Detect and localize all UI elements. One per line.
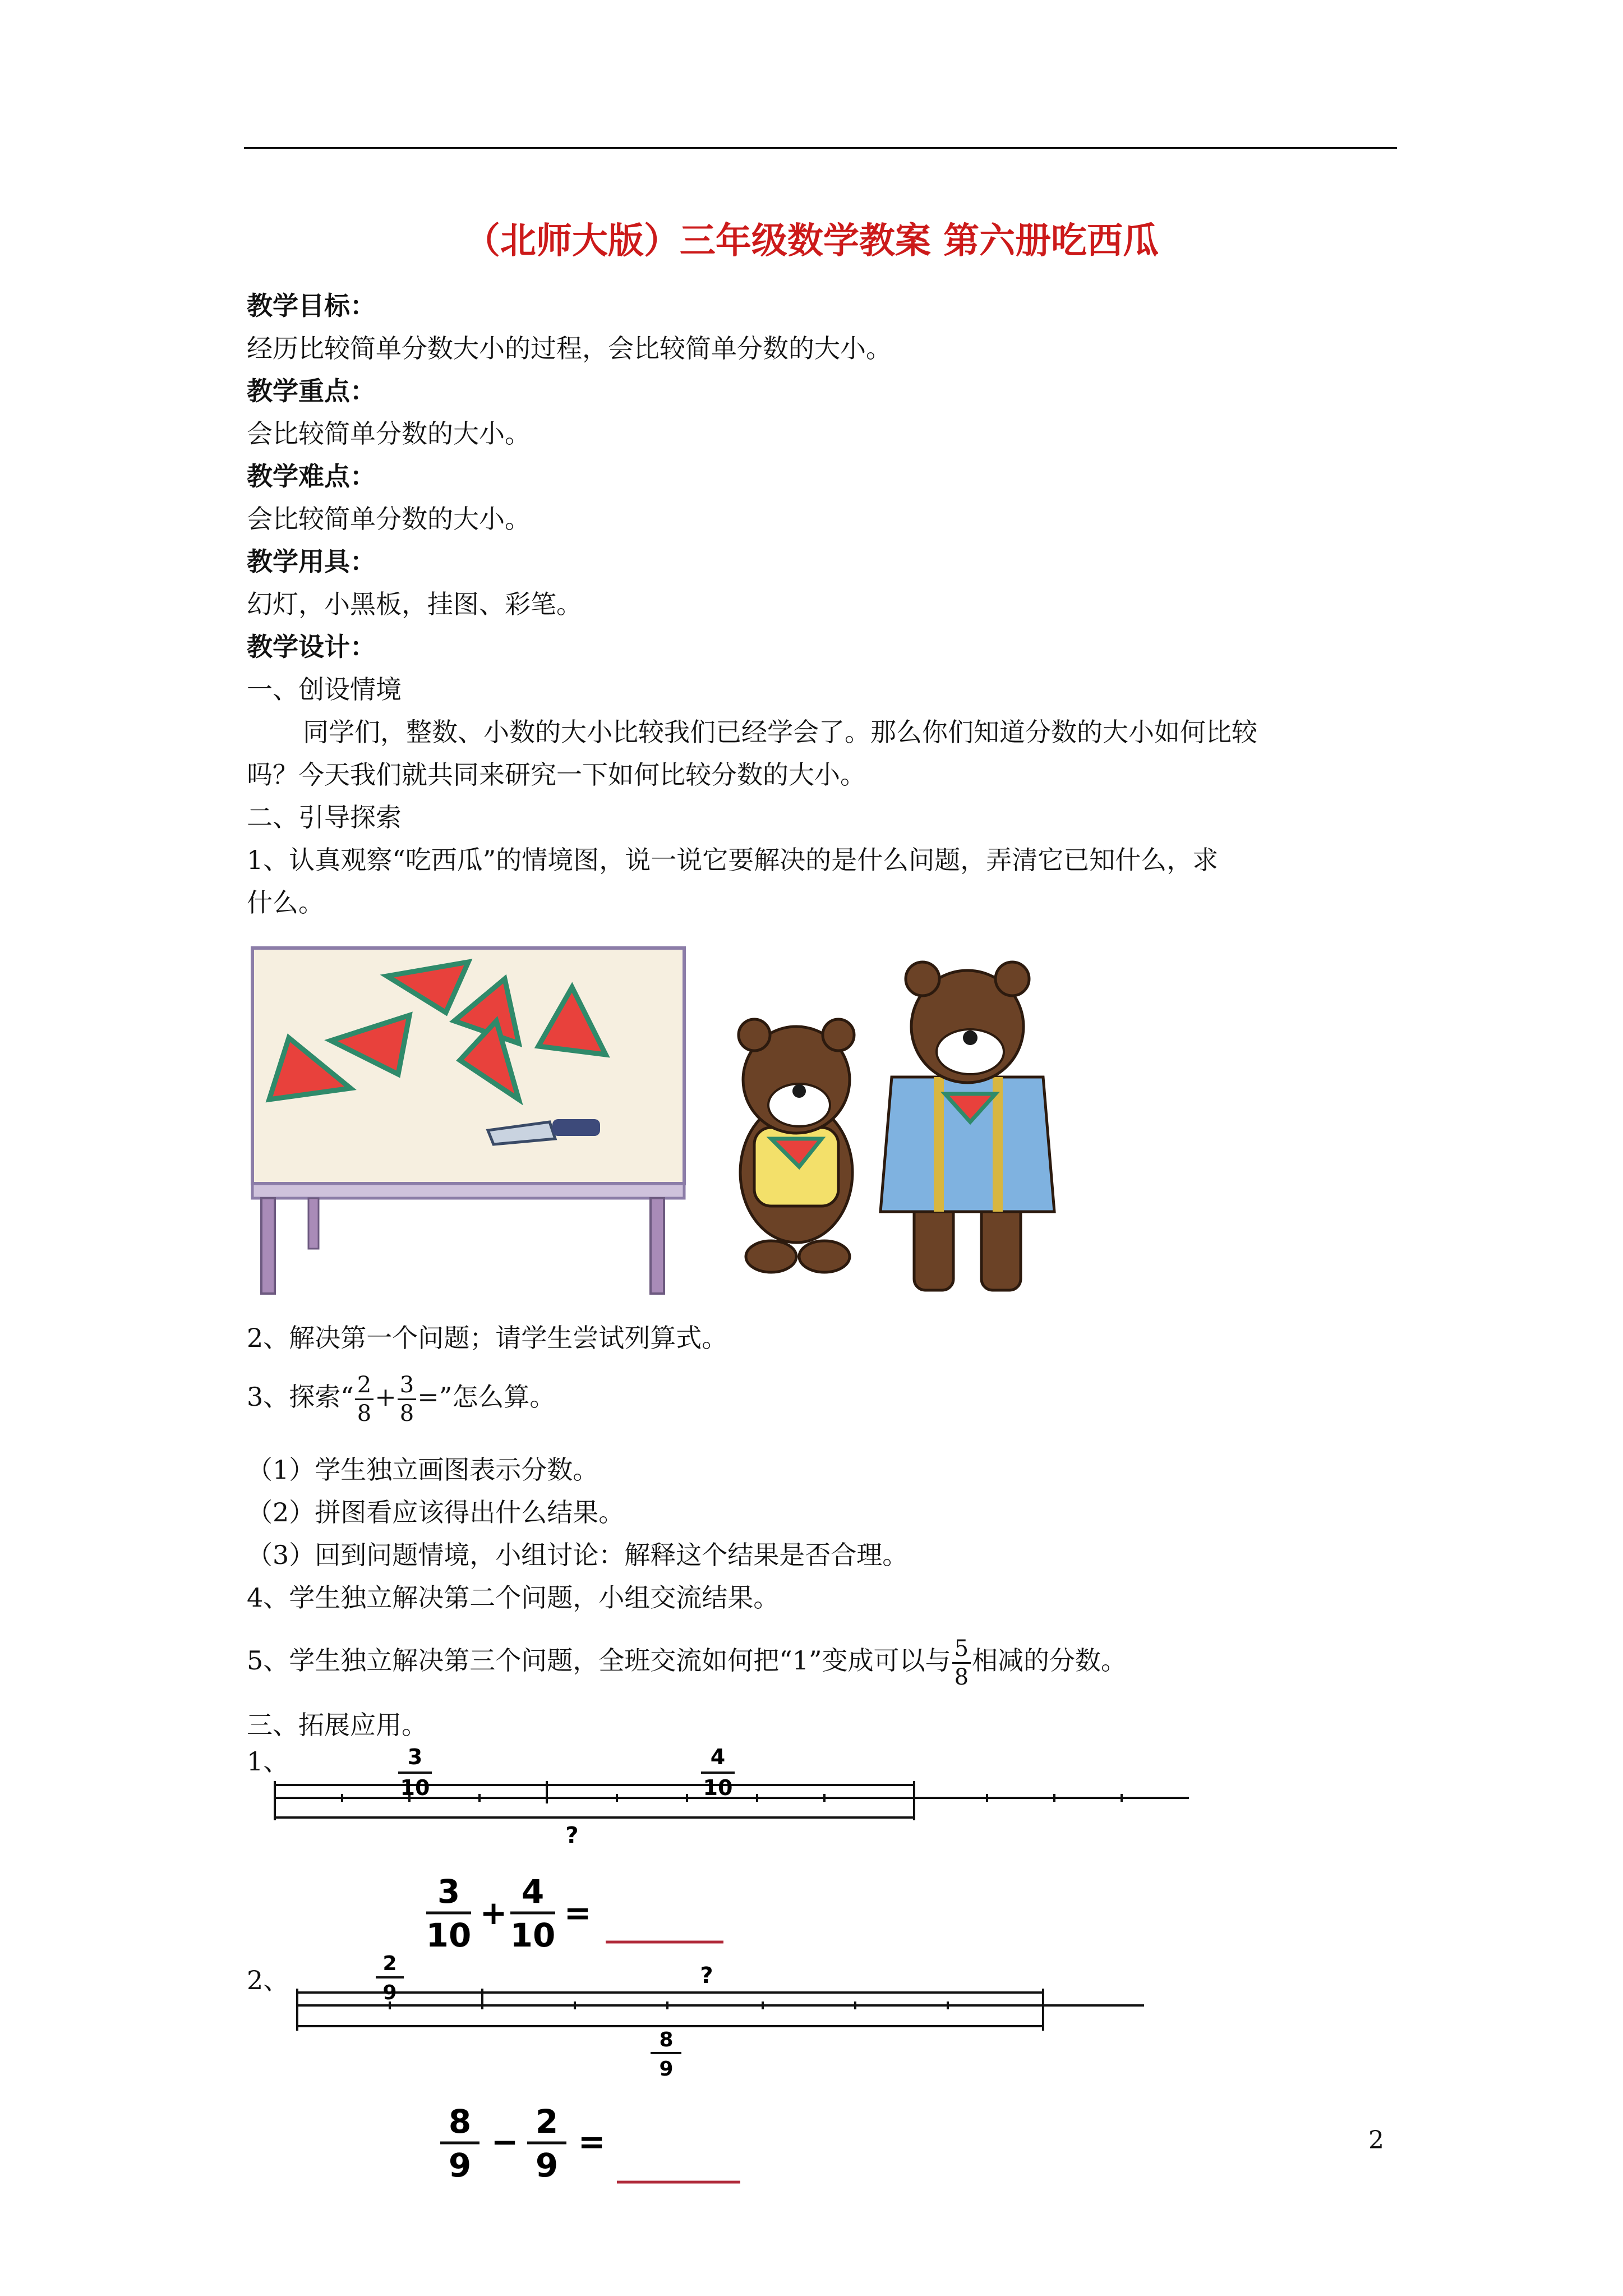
design-heading: 教学设计： — [247, 632, 376, 662]
ex2-eq-frac-total-den: 9 — [448, 2146, 472, 2184]
item5-prefix: 5、学生独立解决第三个问题，全班交流如何把“1”变成可以与 — [247, 1645, 951, 1676]
exercise2-label: 2、 — [247, 1965, 289, 1995]
ex1-eq-frac-b-den: 10 — [510, 1916, 556, 1954]
part2-item2: 2、解决第一个问题；请学生尝试列算式。 — [247, 1323, 728, 1353]
ex2-eq-frac-total-num: 8 — [448, 2102, 472, 2141]
item3-suffix: ”怎么算。 — [439, 1382, 556, 1412]
item3-plus: + — [375, 1382, 396, 1412]
ex2-eq-frac-a-num: 2 — [535, 2102, 559, 2141]
exercise1-label: 1、 — [247, 1746, 289, 1777]
ex1-eq-equals: = — [564, 1894, 592, 1932]
ex1-eq-frac-a-num: 3 — [437, 1872, 460, 1911]
ex2-eq-frac-a-den: 9 — [535, 2146, 559, 2184]
part2-item1-line2: 什么。 — [247, 887, 324, 918]
ex2-eq-equals: = — [578, 2123, 606, 2161]
ex2-total-frac-num: 8 — [659, 2028, 674, 2051]
table-illustration — [252, 948, 684, 1294]
part2-item5 — [247, 1630, 1127, 1691]
small-bear — [739, 1019, 854, 1272]
item5-suffix: 相减的分数。 — [972, 1645, 1127, 1676]
ex1-tick-frac-a-num: 3 — [407, 1745, 423, 1769]
item3-prefix: 3、探索“ — [247, 1382, 354, 1412]
exercise1-number-line — [269, 1733, 1200, 1846]
big-bear — [880, 962, 1054, 1290]
ex1-tick-frac-b-num: 4 — [710, 1745, 726, 1769]
fraction-2-8: $\frac{2}{8}$ — [355, 1374, 374, 1425]
fraction-5-8: $\frac{5}{8}$ — [952, 1637, 971, 1688]
ex1-question-mark: ? — [565, 1823, 579, 1846]
page-title: （北师大版）三年级数学教案 第六册吃西瓜 — [464, 220, 1159, 262]
exercise2-number-line — [292, 1947, 1155, 2081]
ex2-tick-frac-a-den: 9 — [382, 1981, 397, 2004]
key-text: 会比较简单分数的大小。 — [247, 418, 531, 449]
ex2-tick-frac-a-num: 2 — [382, 1952, 397, 1975]
ex2-total-frac-den: 9 — [659, 2058, 674, 2081]
part2-sub1: （1）学生独立画图表示分数。 — [247, 1455, 599, 1485]
difficulty-text: 会比较简单分数的大小。 — [247, 504, 531, 534]
ex1-tick-frac-b-den: 10 — [703, 1775, 733, 1800]
difficulty-heading: 教学难点： — [247, 461, 376, 491]
part2-sub2: （2）拼图看应该得出什么结果。 — [247, 1497, 625, 1527]
ex2-question-mark: ? — [700, 1963, 713, 1989]
ex1-eq-plus: + — [479, 1894, 508, 1932]
fraction-3-8: $\frac{3}{8}$ — [398, 1374, 416, 1425]
ex1-eq-frac-b-num: 4 — [521, 1872, 545, 1911]
item3-equals: = — [417, 1382, 439, 1412]
part2-item4: 4、学生独立解决第二个问题，小组交流结果。 — [247, 1582, 780, 1613]
part2-sub3: （3）回到问题情境，小组讨论：解释这个结果是否合理。 — [247, 1540, 909, 1570]
tools-heading: 教学用具： — [247, 546, 376, 577]
exercise2-equation — [426, 2098, 763, 2199]
header-rule — [244, 147, 1397, 149]
part2-heading: 二、引导探索 — [247, 802, 402, 832]
part2-item1-line1: 1、认真观察“吃西瓜”的情境图，说一说它要解决的是什么问题，弄清它已知什么，求 — [247, 845, 1219, 875]
watermelon-scene-illustration — [247, 937, 1166, 1301]
part1-heading: 一、创设情境 — [247, 674, 402, 705]
tools-text: 幻灯，小黑板，挂图、彩笔。 — [247, 589, 582, 619]
part1-paragraph-line1: 同学们，整数、小数的大小比较我们已经学会了。那么你们知道分数的大小如何比较 — [303, 717, 1257, 747]
goal-heading: 教学目标： — [247, 291, 376, 321]
ex1-eq-frac-a-den: 10 — [426, 1916, 472, 1954]
ex2-eq-minus: − — [491, 2123, 519, 2161]
part3-heading: 三、拓展应用。 — [247, 1710, 427, 1740]
goal-text: 经历比较简单分数大小的过程，会比较简单分数的大小。 — [247, 333, 892, 364]
key-heading: 教学重点： — [247, 376, 376, 406]
ex1-tick-frac-a-den: 10 — [400, 1775, 430, 1800]
part2-item3 — [247, 1366, 555, 1428]
part1-paragraph-line2: 吗？今天我们就共同来研究一下如何比较分数的大小。 — [247, 760, 866, 790]
page-number: 2 — [1368, 2126, 1384, 2155]
